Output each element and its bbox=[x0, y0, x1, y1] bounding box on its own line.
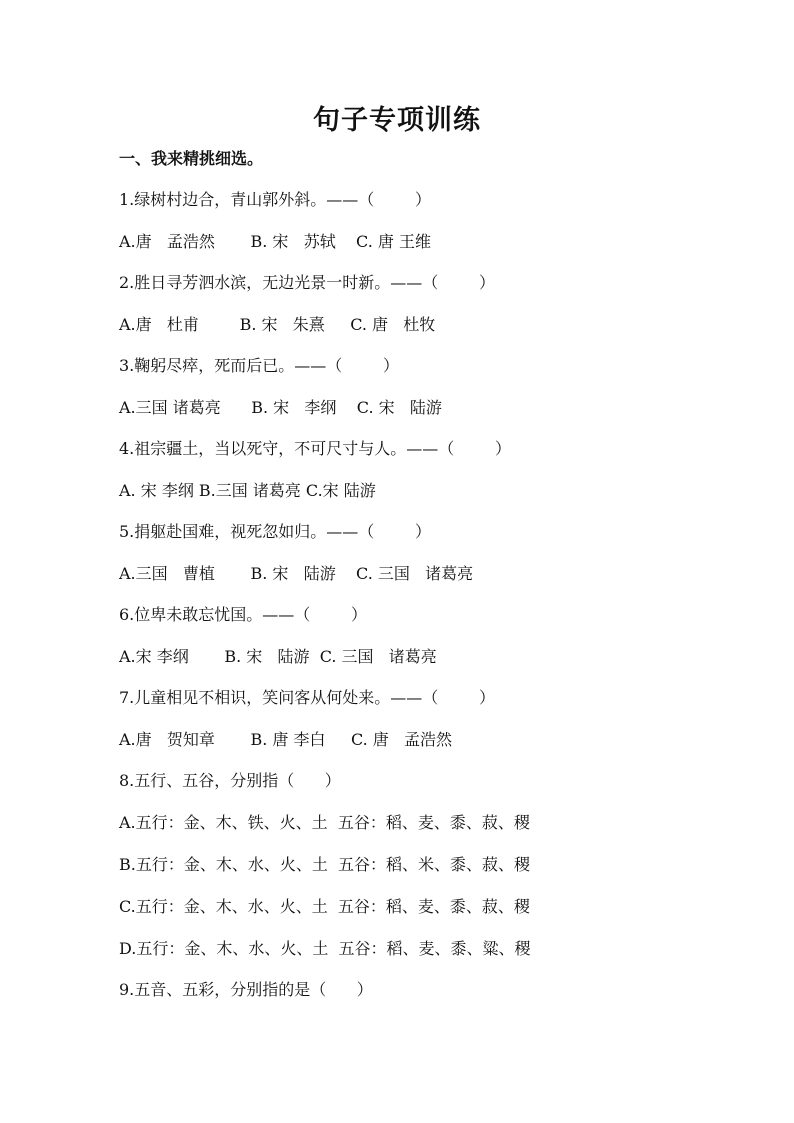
question-6: 6.位卑未敢忘忧国。——（ ） bbox=[119, 605, 367, 624]
page-title: 句子专项训练 bbox=[313, 105, 481, 136]
options-6: A.宋 李纲 B. 宋 陆游 C. 三国 诸葛亮 bbox=[119, 647, 437, 666]
question-7: 7.儿童相见不相识，笑问客从何处来。——（ ） bbox=[119, 688, 495, 707]
option-8d: D.五行：金、木、水、火、土 五谷：稻、麦、黍、粱、稷 bbox=[119, 939, 531, 958]
option-8c: C.五行：金、木、水、火、土 五谷：稻、麦、黍、菽、稷 bbox=[119, 897, 530, 916]
options-1: A.唐 孟浩然 B. 宋 苏轼 C. 唐 王维 bbox=[119, 232, 431, 251]
question-9: 9.五音、五彩，分别指的是（ ） bbox=[119, 980, 373, 999]
option-8b: B.五行：金、木、水、火、土 五谷：稻、米、黍、菽、稷 bbox=[119, 855, 531, 874]
question-3: 3.鞠躬尽瘁，死而后已。——（ ） bbox=[119, 356, 399, 375]
options-5: A.三国 曹植 B. 宋 陆游 C. 三国 诸葛亮 bbox=[119, 564, 474, 583]
options-4: A. 宋 李纲 B.三国 诸葛亮 C.宋 陆游 bbox=[119, 481, 376, 500]
options-2: A.唐 杜甫 B. 宋 朱熹 C. 唐 杜牧 bbox=[119, 315, 436, 334]
section-heading: 一、我来精挑细选。 bbox=[119, 149, 264, 168]
question-8: 8.五行、五谷，分别指（ ） bbox=[119, 771, 341, 790]
option-8a: A.五行：金、木、铁、火、土 五谷：稻、麦、黍、菽、稷 bbox=[119, 813, 530, 832]
question-1: 1.绿树村边合，青山郭外斜。——（ ） bbox=[119, 190, 431, 209]
question-4: 4.祖宗疆土，当以死守，不可尺寸与人。——（ ） bbox=[119, 439, 511, 458]
options-7: A.唐 贺知章 B. 唐 李白 C. 唐 孟浩然 bbox=[119, 730, 453, 749]
question-5: 5.捐躯赴国难，视死忽如归。——（ ） bbox=[119, 522, 431, 541]
options-3: A.三国 诸葛亮 B. 宋 李纲 C. 宋 陆游 bbox=[119, 398, 442, 417]
question-2: 2.胜日寻芳泗水滨，无边光景一时新。——（ ） bbox=[119, 273, 495, 292]
